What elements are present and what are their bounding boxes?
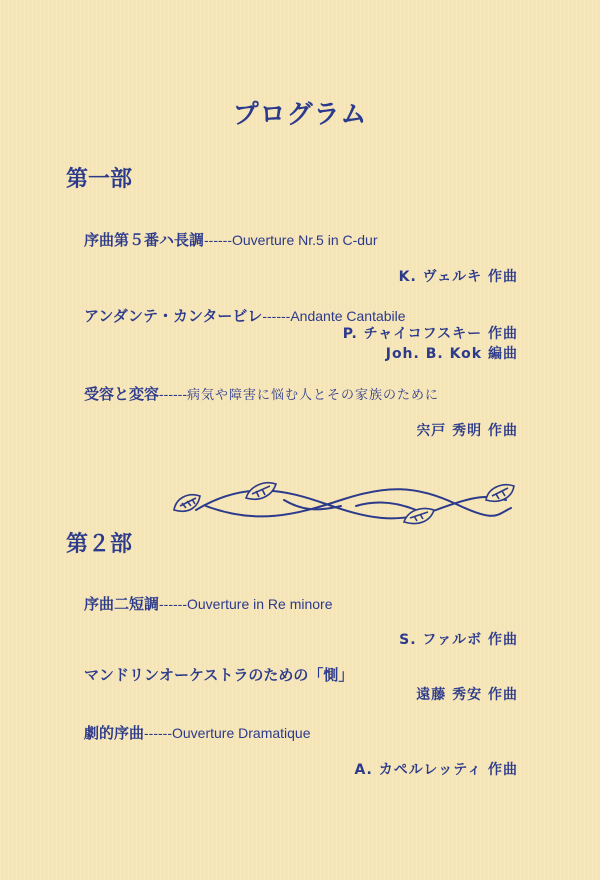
- piece-2-title-en: Andante Cantabile: [290, 308, 406, 324]
- piece-3-subtitle: 病気や障害に悩む人とその家族のために: [187, 388, 440, 403]
- part2-heading: 第２部: [66, 532, 133, 557]
- piece-4-title-ja: 序曲二短調: [84, 595, 160, 613]
- piece-6-title-ja: 劇的序曲: [84, 724, 145, 742]
- piece-3-composer: 宍戸 秀明 作曲: [416, 423, 518, 439]
- piece-5-composer: 遠藤 秀安 作曲: [416, 687, 518, 703]
- piece-3-title: [84, 383, 439, 404]
- piece-5-title: [84, 664, 353, 685]
- piece-4-dashes: ------: [159, 596, 187, 612]
- piece-6-title-en: Ouverture Dramatique: [172, 725, 311, 741]
- piece-1-title: [84, 229, 378, 250]
- piece-1-composer: K. ヴェルキ 作曲: [398, 269, 518, 285]
- piece-4-title-en: Ouverture in Re minore: [187, 596, 333, 612]
- piece-2-arranger: Joh. B. Kok 編曲: [385, 346, 518, 362]
- piece-3-dashes: ------: [159, 386, 187, 402]
- piece-1-dashes: ------: [204, 232, 232, 248]
- part1-heading: 第一部: [66, 167, 133, 192]
- piece-4-composer: S. ファルボ 作曲: [399, 632, 518, 648]
- piece-5-title-ja: マンドリンオーケストラのための「惻」: [84, 666, 354, 684]
- wheat-vine-divider-icon: [166, 470, 522, 540]
- page-title: プログラム: [232, 100, 368, 130]
- piece-1-title-ja: 序曲第５番ハ長調: [84, 231, 205, 249]
- piece-2-composer: P. チャイコフスキー 作曲: [342, 326, 518, 342]
- piece-6-dashes: ------: [144, 725, 172, 741]
- piece-3-title-ja: 受容と変容: [84, 385, 160, 403]
- piece-4-title: [84, 593, 333, 614]
- piece-6-composer: A. カペルレッティ 作曲: [354, 762, 518, 778]
- piece-2-title-ja: アンダンテ・カンタービレ: [84, 307, 263, 325]
- piece-1-title-en: Ouverture Nr.5 in C-dur: [232, 232, 378, 248]
- piece-6-title: [84, 722, 311, 743]
- piece-2-dashes: ------: [262, 308, 291, 324]
